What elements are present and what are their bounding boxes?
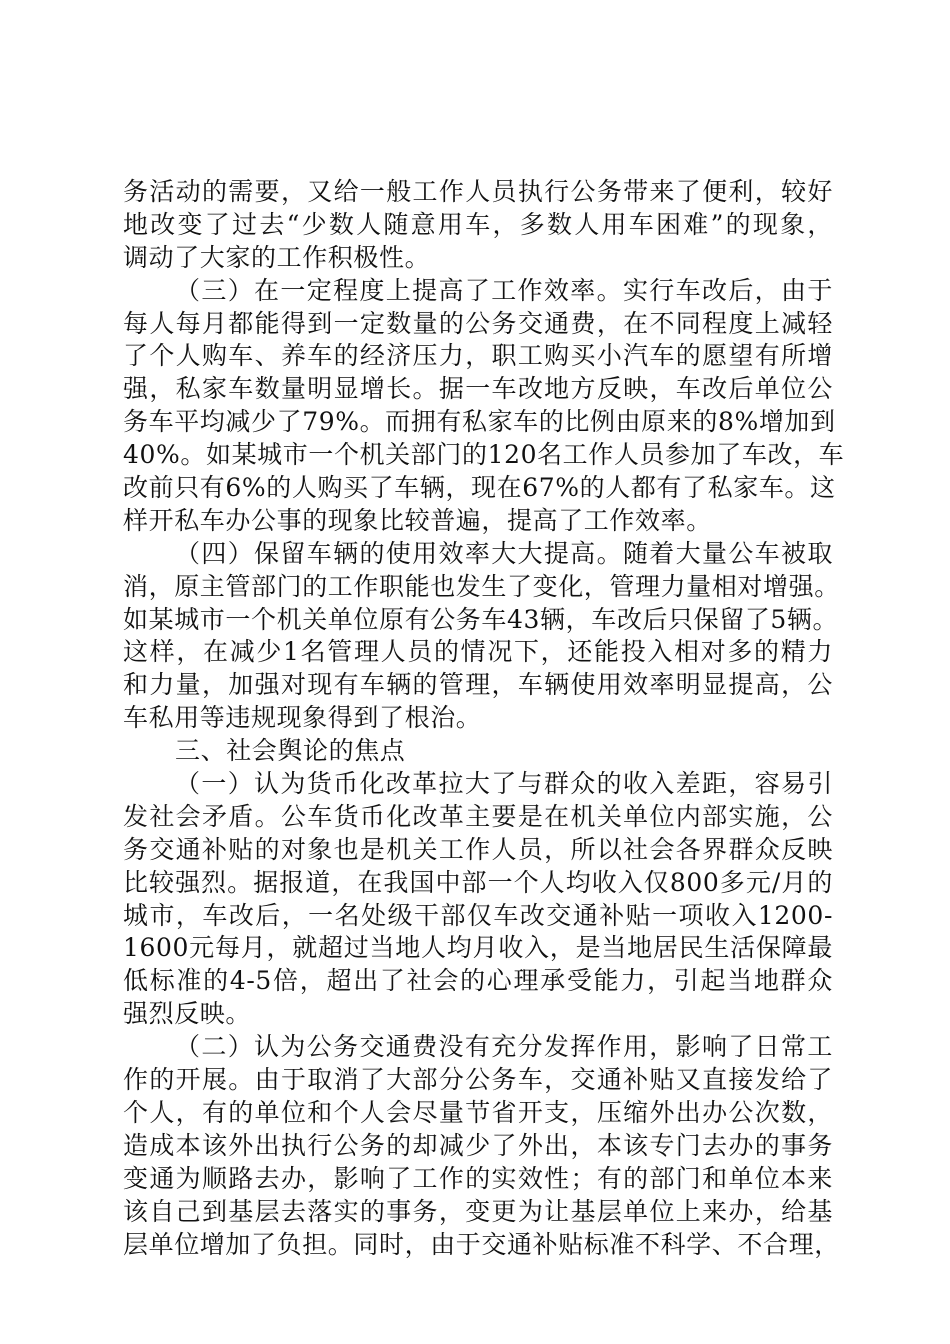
text-line: 地改变了过去“少数人随意用车，多数人用车困难”的现象， — [123, 209, 833, 239]
paragraph-efficiency — [123, 275, 845, 538]
text-line: （四）保留车辆的使用效率大大提高。随着大量公车被取 — [175, 538, 833, 568]
text-line: 强烈反映。 — [123, 999, 252, 1029]
text-line: 务活动的需要，又给一般工作人员执行公务带来了便利，较好 — [123, 177, 833, 206]
text-line: 消，原主管部门的工作职能也发生了变化，管理力量相对增强。 — [123, 571, 840, 601]
text-line: 样开私车办公事的现象比较普遍，提高了工作效率。 — [123, 505, 712, 535]
text-line: 个人，有的单位和个人会尽量节省开支，压缩外出办公次数， — [123, 1097, 833, 1127]
text-line: 发社会矛盾。公车货币化改革主要是在机关单位内部实施，公 — [123, 801, 833, 831]
text-line: （二）认为公务交通费没有充分发挥作用，影响了日常工 — [175, 1032, 833, 1062]
text-line: 作的开展。由于取消了大部分公务车，交通补贴又直接发给了 — [123, 1065, 833, 1095]
text-line: 城市，车改后，一名处级干部仅车改交通补贴一项收入1200- — [123, 900, 833, 930]
text-line: 务交通补贴的对象也是机关工作人员，所以社会各界群众反映 — [123, 834, 833, 864]
text-line: （三）在一定程度上提高了工作效率。实行车改后，由于 — [175, 275, 833, 305]
text-line: 变通为顺路去办，影响了工作的实效性；有的部门和单位本来 — [123, 1163, 833, 1193]
text-line: 如某城市一个机关单位原有公务车43辆，车改后只保留了5辆。 — [123, 604, 839, 634]
text-line: 调动了大家的工作积极性。 — [123, 242, 431, 272]
text-line: 层单位增加了负担。同时，由于交通补贴标准不科学、不合理， — [123, 1229, 840, 1259]
paragraph-transport-allowance — [123, 1031, 840, 1261]
text-line: 该自己到基层去落实的事务，变更为让基层单位上来办，给基 — [123, 1196, 833, 1226]
text-line: 40%。如某城市一个机关部门的120名工作人员参加了车改，车 — [123, 440, 845, 470]
text-line: 每人每月都能得到一定数量的公务交通费，在不同程度上减轻 — [123, 308, 833, 338]
section-heading — [123, 735, 833, 768]
text-line: 这样，在减少1名管理人员的情况下，还能投入相对多的精力 — [123, 637, 833, 667]
document-body — [123, 176, 845, 1261]
text-line: （一）认为货币化改革拉大了与群众的收入差距，容易引 — [175, 769, 833, 799]
text-line: 了个人购车、养车的经济压力，职工购买小汽车的愿望有所增 — [123, 341, 833, 371]
text-line: 改前只有6%的人购买了车辆，现在67%的人都有了私家车。这 — [123, 473, 836, 503]
paragraph-vehicle-usage — [123, 538, 840, 735]
text-line: 造成本该外出执行公务的却减少了外出，本该专门去办的事务 — [123, 1130, 833, 1160]
text-line: 和力量，加强对现有车辆的管理，车辆使用效率明显提高，公 — [123, 670, 833, 700]
text-line: 比较强烈。据报道，在我国中部一个人均收入仅800多元/月的 — [123, 867, 833, 897]
paragraph-continuation — [123, 176, 833, 275]
text-line: 低标准的4-5倍，超出了社会的心理承受能力，引起当地群众 — [123, 966, 833, 996]
text-line: 强，私家车数量明显增长。据一车改地方反映，车改后单位公 — [123, 374, 833, 404]
text-line: 1600元每月，就超过当地人均月收入，是当地居民生活保障最 — [123, 933, 833, 963]
text-line: 车私用等违规现象得到了根治。 — [123, 703, 482, 733]
text-line: 务车平均减少了79%。而拥有私家车的比例由原来的8%增加到 — [123, 407, 836, 437]
paragraph-income-gap — [123, 768, 833, 1031]
heading-line: 三、社会舆论的焦点 — [175, 736, 406, 766]
